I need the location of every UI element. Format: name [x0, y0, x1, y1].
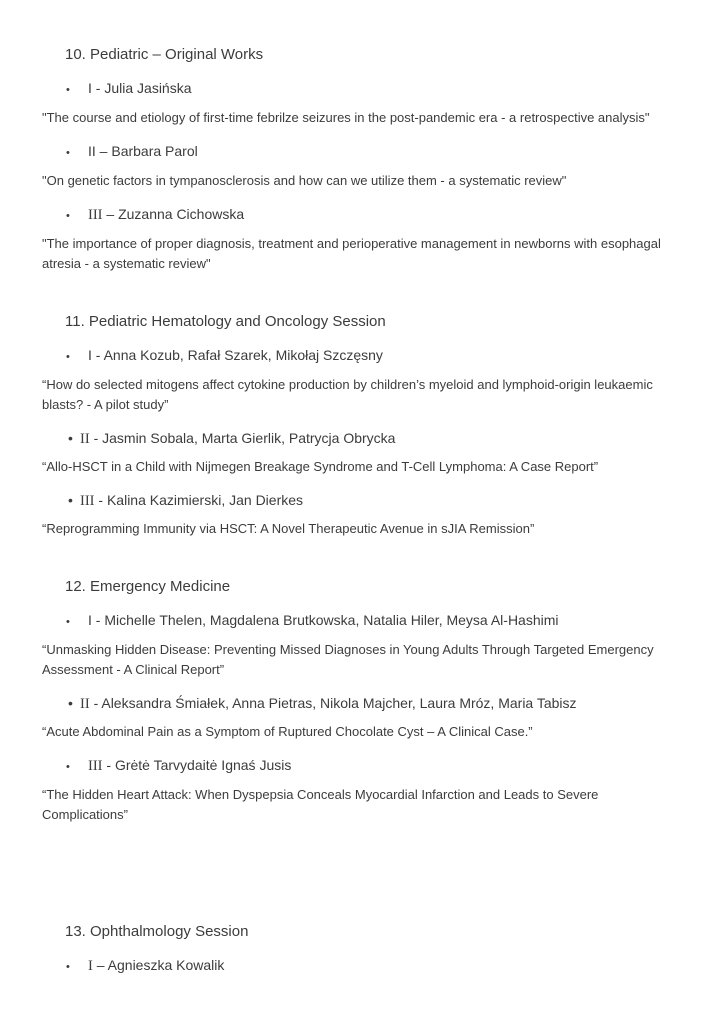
bullet-icon: •: [66, 84, 70, 96]
presenter-item: [42, 490, 682, 511]
rank-separator: -: [95, 612, 101, 628]
presenter-names: Michelle Thelen, Magdalena Brutkowska, Natalia Hiler, Meysa Al-Hashimi: [104, 612, 559, 628]
bullet-icon: •: [66, 961, 70, 973]
presenter-item: [42, 78, 682, 100]
presentation-title: “Allo-HSCT in a Child with Nijmegen Breakage Syndrome and T-Cell Lymphoma: A Case Report”: [42, 459, 599, 474]
presenter-names: Anna Kozub, Rafał Szarek, Mikołaj Szczęsny: [103, 347, 383, 363]
bullet-icon: •: [66, 210, 70, 222]
section-heading: 10. Pediatric – Original Works: [65, 46, 264, 63]
rank-separator: -: [95, 347, 101, 363]
presentation-title: "The importance of proper diagnosis, treatment and perioperative management in newborns with esophagal atresia - a systematic review": [42, 236, 661, 271]
presenter-item: [42, 955, 682, 977]
presenter-names: Jasmin Sobala, Marta Gierlik, Patrycja Obrycka: [102, 430, 396, 446]
presenter-rank: III: [88, 207, 103, 223]
section-heading: 11. Pediatric Hematology and Oncology Session: [65, 313, 386, 330]
presenter-rank: II: [80, 431, 90, 447]
presenter-rank: I: [88, 612, 92, 628]
presenter-names: Aleksandra Śmiałek, Anna Pietras, Nikola Majcher, Laura Mróz, Maria Tabisz: [101, 695, 577, 711]
bullet-icon: •: [66, 616, 70, 628]
rank-separator: –: [99, 143, 108, 159]
presentation-title: “Acute Abdominal Pain as a Symptom of Ruptured Chocolate Cyst – A Clinical Case.”: [42, 724, 533, 739]
presenter-item: [42, 204, 682, 226]
rank-separator: –: [96, 957, 105, 973]
rank-separator: –: [106, 206, 115, 222]
presenter-item: [42, 755, 682, 777]
bullet-icon: •: [66, 351, 70, 363]
presenter-names: Zuzanna Cichowska: [118, 206, 245, 222]
presenter-names: Julia Jasińska: [104, 80, 192, 96]
section-heading: 13. Ophthalmology Session: [65, 923, 249, 940]
bullet-icon: •: [66, 147, 70, 159]
presenter-rank: II: [88, 143, 96, 159]
presenter-names: Agnieszka Kowalik: [107, 957, 225, 973]
rank-separator: -: [93, 695, 99, 711]
presentation-title: “How do selected mitogens affect cytokine production by children’s myeloid and lymphoid-origin leukaemic blasts? - A pilot study”: [42, 377, 653, 412]
rank-separator: -: [95, 80, 101, 96]
presentation-title: “Reprogramming Immunity via HSCT: A Novel Therapeutic Avenue in sJIA Remission”: [42, 521, 535, 536]
presenter-item: [42, 345, 682, 367]
presentation-title: “The Hidden Heart Attack: When Dyspepsia Conceals Myocardial Infarction and Leads to Severe Complications”: [42, 787, 599, 822]
presenter-rank: I: [88, 958, 93, 974]
presenter-item: [42, 610, 682, 632]
presenter-item: [42, 141, 682, 163]
presentation-title: "On genetic factors in tympanosclerosis and how can we utilize them - a systematic review": [42, 173, 567, 188]
section-heading: 12. Emergency Medicine: [65, 578, 231, 595]
presenter-item: [42, 428, 682, 449]
presenter-rank: I: [88, 347, 92, 363]
rank-separator: -: [93, 430, 99, 446]
rank-separator: -: [98, 492, 104, 508]
presenter-names: Grėtė Tarvydaitė Ignaś Jusis: [114, 757, 292, 773]
presenter-item: [42, 693, 682, 714]
bullet-icon: •: [68, 695, 73, 711]
presenter-rank: III: [80, 493, 95, 509]
presenter-names: Barbara Parol: [111, 143, 198, 159]
presenter-names: Kalina Kazimierski, Jan Dierkes: [106, 492, 304, 508]
rank-separator: -: [106, 757, 112, 773]
presenter-rank: I: [88, 80, 92, 96]
presentation-title: “Unmasking Hidden Disease: Preventing Missed Diagnoses in Young Adults Through Targeted Emergency Assessment - A Clinical Report”: [42, 642, 654, 677]
presenter-rank: III: [88, 758, 103, 774]
bullet-icon: •: [68, 430, 73, 446]
presenter-rank: II: [80, 696, 90, 712]
presentation-title: "The course and etiology of first-time febrilze seizures in the post-pandemic era - a retrospective analysis": [42, 110, 650, 125]
bullet-icon: •: [68, 492, 73, 508]
bullet-icon: •: [66, 761, 70, 773]
